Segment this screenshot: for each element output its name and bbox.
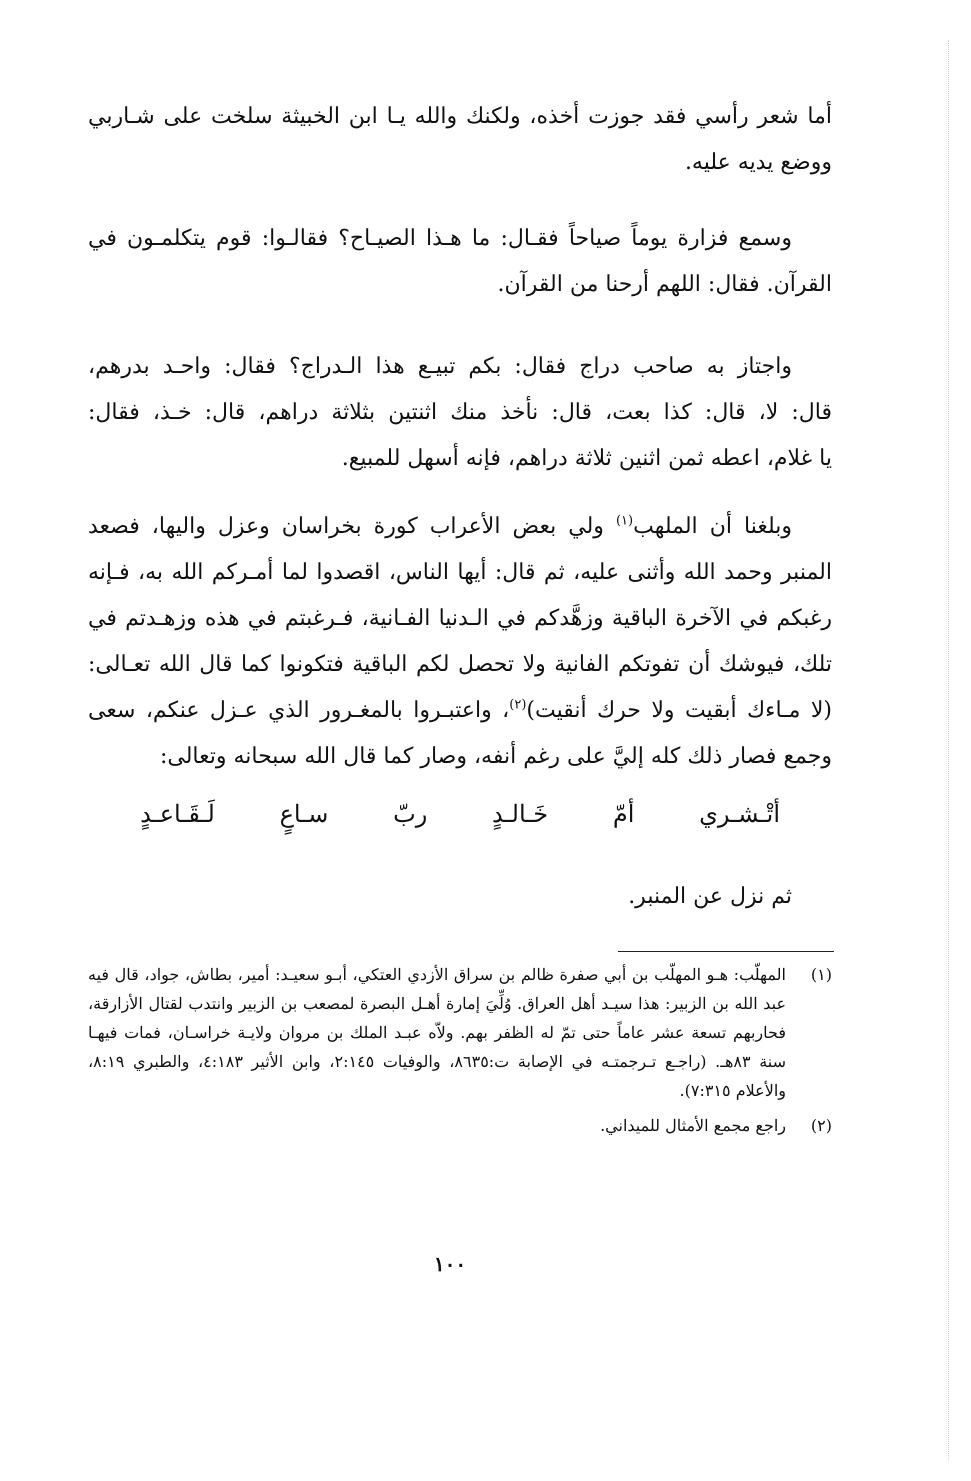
paragraph-4-line-6: وجمع فصار ذلك كله إليَّ على رغم أنفه، وصار كما قال الله سبحانه وتعالى:: [159, 744, 832, 769]
paragraph-4-line-1-start: وبلغنا أن الملهب: [633, 514, 792, 539]
footnote-2-text: راجع مجمع الأمثال للميداني.: [600, 1116, 786, 1135]
paragraph-2-line-1: وسمع فزارة يوماً صياحاً فقـال: ما هـذا الصيـاح؟ فقالـوا: قوم يتكلمـون في: [88, 226, 792, 251]
paragraph-4-line-5-start: (لا مـاءك أبقيت ولا حرك أنقيت): [526, 698, 832, 723]
paragraph-3-line-1: واجتاز به صاحب دراج فقال: بكم تبيـع هذا الـدراج؟ فقال: واحـد بدرهم،: [88, 354, 792, 379]
scan-edge-line: [948, 40, 949, 1460]
paragraph-4-line-1: [88, 504, 832, 550]
footnote-1-number: (١): [810, 965, 832, 984]
paragraph-1-line-1: أما شعر رأسي فقد جوزت أخذه، ولكنك والله يـا ابن الخبيثة سلخت على شـاربي: [88, 104, 832, 129]
paragraph-2: [88, 216, 832, 308]
page-number: ١٠٠: [433, 1252, 467, 1276]
paragraph-4-line-3: رغبكم في الآخرة الباقية وزهَّدكم في الـدنيا الفـانية، فـرغبتم في هذه وزهـدتم في: [88, 606, 832, 631]
paragraph-3-line-3: يا غلام، اعطه ثمن اثنين ثلاثة دراهم، فإنه أسهل للمبيع.: [341, 446, 832, 471]
paragraph-1: [88, 94, 832, 186]
paragraph-1-line-2: ووضع يديه عليه.: [684, 150, 832, 175]
paragraph-4-line-5: [88, 688, 832, 734]
poetry-verse: [140, 790, 780, 838]
footnote-separator: [618, 951, 834, 952]
paragraph-2-line-2: القرآن. فقال: اللهم أرحنا من القرآن.: [497, 272, 832, 297]
verse-word-1: أتْـشـري: [699, 800, 780, 828]
footnote-ref-1[interactable]: (١): [615, 513, 634, 529]
footnote-1: [88, 960, 832, 1105]
paragraph-3-line-2: قال: لا، قال: كذا بعت، قال: نأخذ منك اثنتين بثلاثة دراهم، قال: خـذ، فقال:: [88, 400, 832, 425]
verse-word-5: سـاعٍ: [279, 800, 329, 828]
footnote-2-number: (٢): [810, 1116, 832, 1135]
footnote-2: [88, 1111, 832, 1140]
verse-word-6: لَـقَـاعـدٍ: [140, 800, 215, 828]
footnotes-section: [88, 960, 832, 1146]
footnote-ref-2[interactable]: (٢): [509, 697, 527, 713]
paragraph-4-line-5-end: ، واعتبـروا بالمغـرور الذي عـزل عنكم، سعى: [88, 698, 510, 723]
verse-word-4: ربّ: [393, 800, 428, 828]
verse-word-3: خَـالـدٍ: [492, 800, 549, 828]
closing-line: ثم نزل عن المنبر.: [628, 884, 792, 909]
paragraph-4-line-1-end: ولي بعض الأعراب كورة بخراسان وعزل واليها، فصعد: [88, 514, 616, 539]
paragraph-4: [88, 504, 832, 780]
footnote-1-text: المهلّب: هـو المهلّب بن أبي صفرة ظالم بن سراق الأزدي العتكي، أبـو سعيـد: أمير، بطاش، جواد، قال فيه عبد الله بن الزبير: هذا سيـد أهل العراق. وُلِّيَ إمارة أهـل البصرة لمصعب بن الزبير وانتدب لقتال الأزارقة، فحاربهم تسعة عشر عاماً حتى تمّ له الظفر بهم. ولاّه عبـد الملك بن مروان ولايـة خراسـان، فمات فيهـا سنة ٨٣هـ. (راجـع تـرجمتـه في الإصابة ت:٨٦٣٥، والوفيات ٢:١٤٥، وابن الأثير ٤:١٨٣، والطبري ٨:١٩، والأعلام ٧:٣١٥).: [88, 965, 787, 1100]
verse-word-2: أمّ: [612, 800, 635, 828]
paragraph-4-line-2: المنبر وحمد الله وأثنى عليه، ثم قال: أيها الناس، اقصدوا لما أمـركم الله به، فـإنه: [88, 560, 832, 585]
paragraph-4-line-4: تلك، فيوشك أن تفوتكم الفانية ولا تحصل لكم الباقية فتكونوا كما قال الله تعـالى:: [88, 652, 832, 677]
paragraph-3: [88, 344, 832, 482]
